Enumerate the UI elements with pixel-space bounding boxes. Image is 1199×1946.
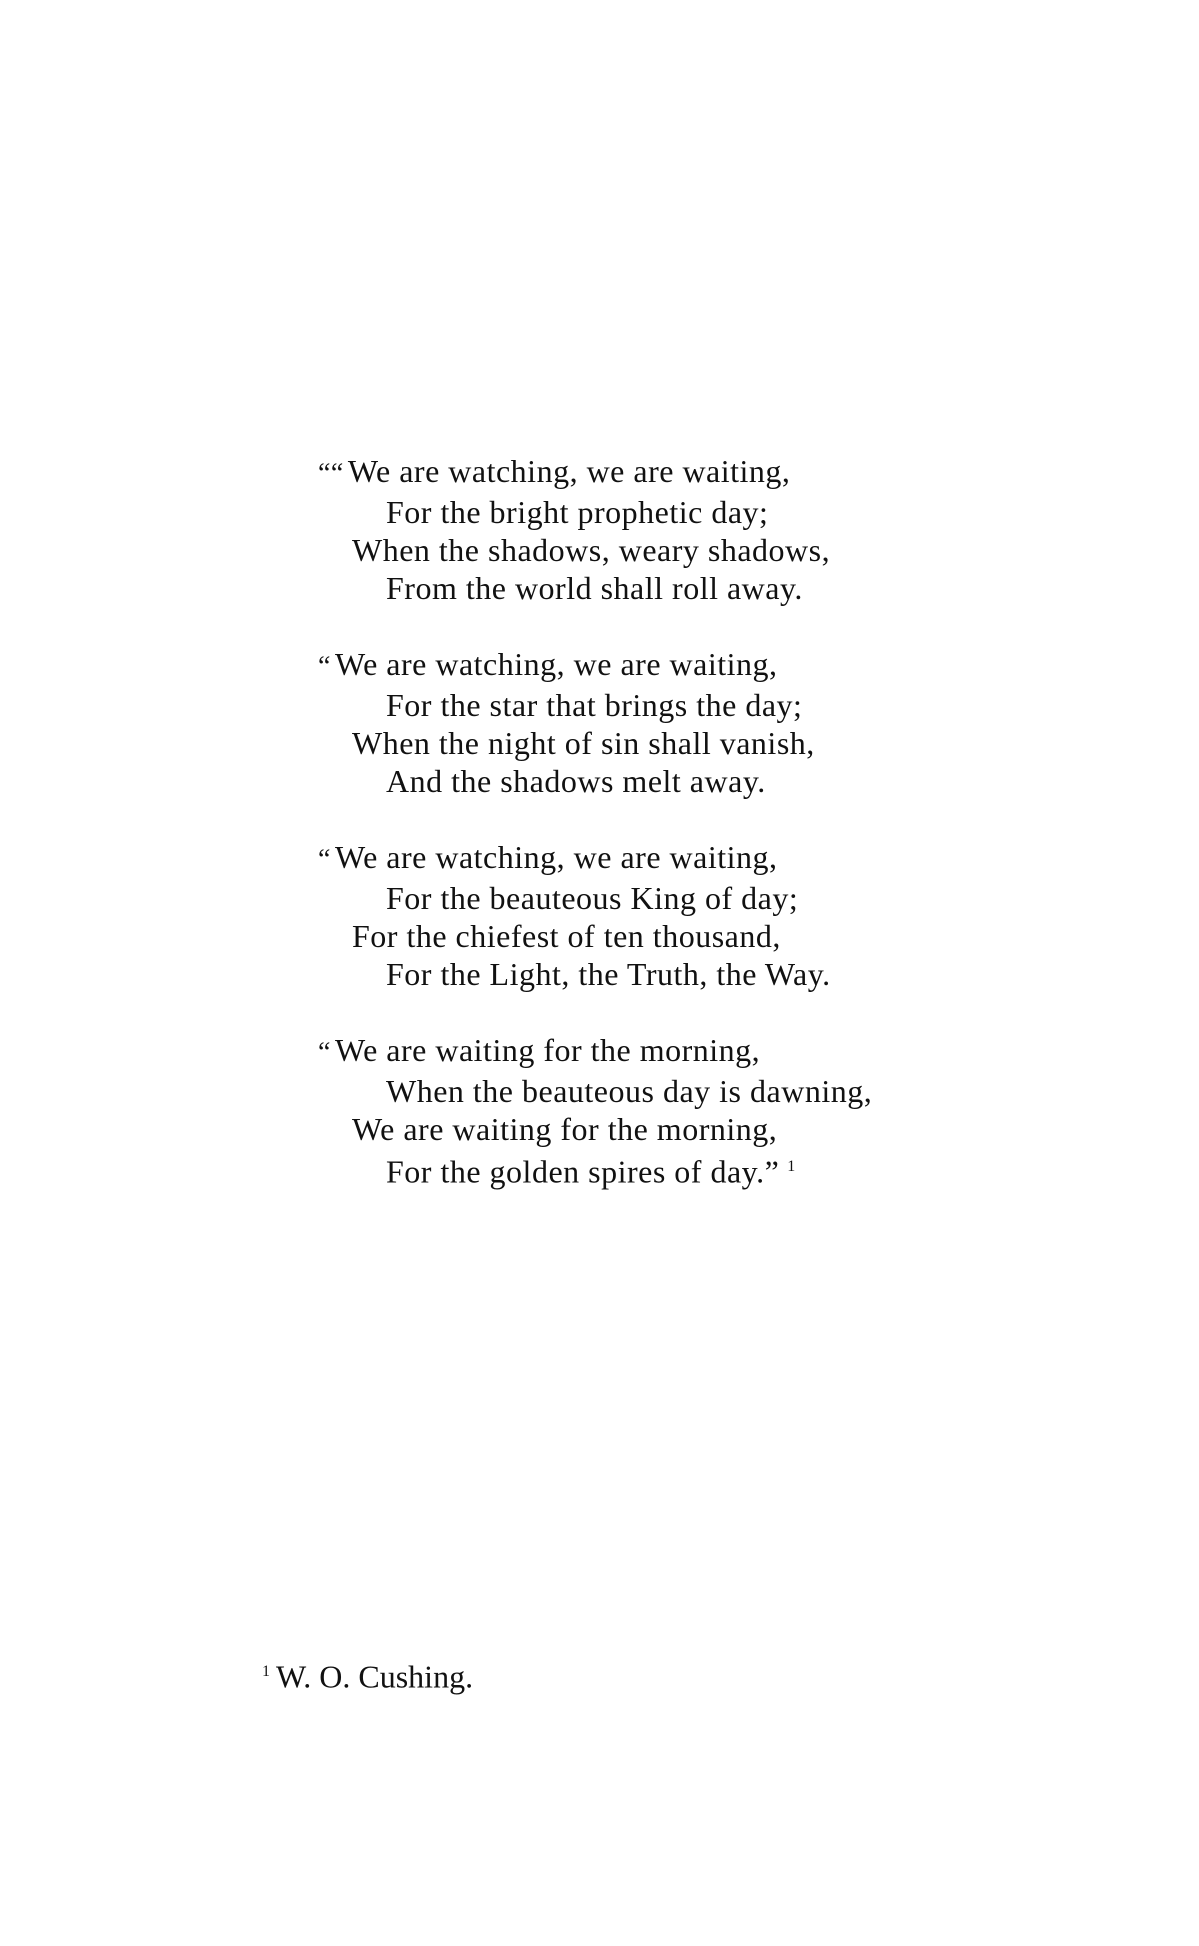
poem-line: [318, 838, 1038, 879]
stanza-4: [318, 1031, 1038, 1191]
poem-line: For the beauteous King of day;: [386, 880, 799, 916]
line-text: We are watching, we are waiting,: [334, 839, 778, 875]
open-quote: “: [318, 844, 331, 875]
line-text: We are waiting for the morning,: [334, 1032, 761, 1068]
stanza-2: [318, 645, 1038, 800]
poem-line: [318, 645, 1038, 686]
poem-line: For the Light, the Truth, the Way.: [386, 956, 831, 992]
poem-line: For the bright prophetic day;: [386, 494, 769, 530]
line-text: For the golden spires of day.”: [386, 1153, 780, 1190]
line-text: We are watching, we are waiting,: [334, 646, 778, 682]
poem-line: When the night of sin shall vanish,: [352, 725, 815, 761]
poem-line: [318, 1031, 1038, 1072]
footnote-reference: 1: [787, 1158, 796, 1175]
poem-line: When the shadows, weary shadows,: [352, 532, 831, 568]
poem: [318, 452, 1038, 1229]
footnote-mark: 1: [262, 1663, 270, 1680]
stanza-3: [318, 838, 1038, 993]
poem-line: For the chiefest of ten thousand,: [352, 918, 781, 954]
line-text: We are watching, we are waiting,: [347, 453, 791, 489]
poem-line: From the world shall roll away.: [386, 570, 803, 606]
open-quote: ““: [318, 458, 344, 489]
poem-line: [318, 452, 1038, 493]
poem-line: For the star that brings the day;: [386, 687, 803, 723]
poem-line: And the shadows melt away.: [386, 763, 766, 799]
footnote: [262, 1653, 473, 1696]
open-quote: “: [318, 1037, 331, 1068]
poem-line: We are waiting for the morning,: [352, 1111, 778, 1147]
footnote-text: W. O. Cushing.: [276, 1658, 474, 1695]
poem-line: [386, 1148, 1038, 1191]
stanza-1: [318, 452, 1038, 607]
poem-line: When the beauteous day is dawning,: [386, 1073, 873, 1109]
open-quote: “: [318, 651, 331, 682]
